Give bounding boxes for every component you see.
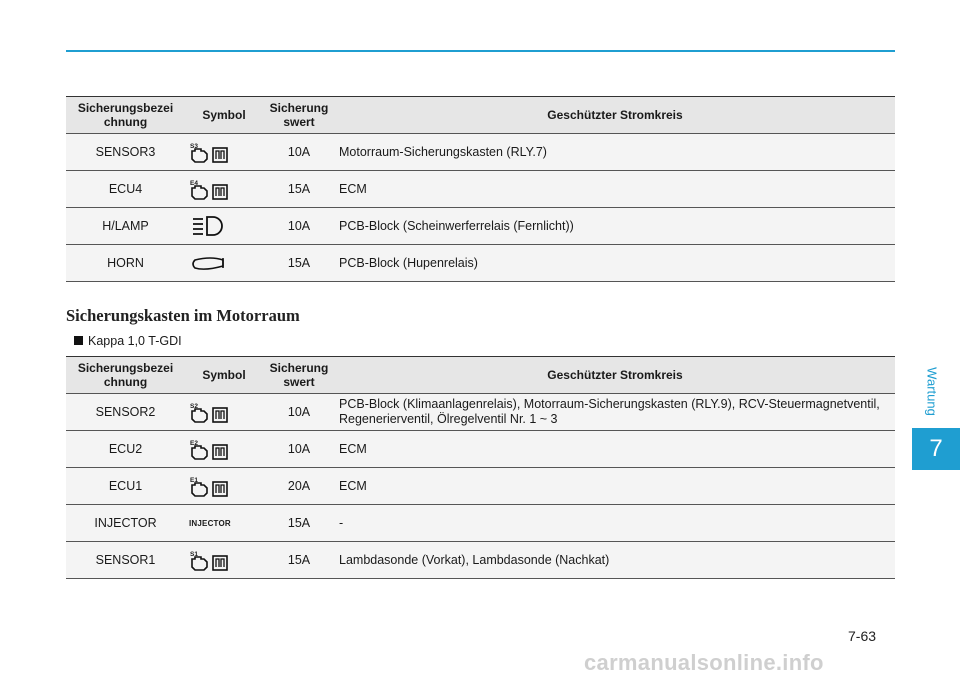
fuse-rating: 10A [263, 134, 335, 171]
fuse-table-2 [66, 356, 895, 579]
headlamp-high-beam-icon [189, 211, 247, 241]
fuse-symbol [185, 394, 263, 431]
col-header-circuit: Geschützter Stromkreis [335, 357, 895, 394]
table-header-row [66, 357, 895, 394]
subtitle-text: Kappa 1,0 T-GDI [88, 334, 182, 348]
col-header-symbol: Symbol [185, 357, 263, 394]
col-header-name: Sicherungsbezei chnung [66, 97, 185, 134]
table-header-row [66, 97, 895, 134]
table-row [66, 468, 895, 505]
fuse-symbol [185, 134, 263, 171]
protected-circuit: - [335, 505, 895, 542]
square-bullet-icon [74, 336, 83, 345]
fuse-name: ECU4 [66, 171, 185, 208]
fuse-rating: 10A [263, 431, 335, 468]
fuse-name: H/LAMP [66, 208, 185, 245]
horn-icon [189, 248, 247, 278]
protected-circuit: PCB-Block (Klimaanlagenrelais), Motorraum-Sicherungskasten (RLY.9), RCV-Steuermagnetventil, Regenerierventil, Ölregelventil Nr. 1 ~ 3 [335, 394, 895, 431]
chapter-side-label: Wartung [924, 367, 940, 416]
fuse-table-1 [66, 96, 895, 282]
icon-label: E2 [190, 440, 198, 447]
icon-label: S1 [190, 551, 198, 558]
col-header-rating: Sicherung swert [263, 97, 335, 134]
col-header-symbol: Symbol [185, 97, 263, 134]
fuse-symbol [185, 468, 263, 505]
fuse-name: SENSOR2 [66, 394, 185, 431]
engine-check-icon [189, 434, 247, 464]
injector-label: INJECTOR [189, 519, 231, 528]
protected-circuit: ECM [335, 171, 895, 208]
table-row [66, 134, 895, 171]
fuse-symbol [185, 542, 263, 579]
fuse-name: ECU2 [66, 431, 185, 468]
top-rule [66, 50, 895, 52]
fuse-rating: 15A [263, 245, 335, 282]
engine-subtitle [74, 334, 182, 348]
fuse-name: SENSOR3 [66, 134, 185, 171]
fuse-name: ECU1 [66, 468, 185, 505]
fuse-rating: 15A [263, 505, 335, 542]
engine-check-icon [189, 471, 247, 501]
engine-check-icon [189, 174, 247, 204]
table-row [66, 431, 895, 468]
table-row [66, 208, 895, 245]
table-row [66, 171, 895, 208]
engine-check-icon [189, 545, 247, 575]
fuse-symbol [185, 208, 263, 245]
fuse-symbol [185, 505, 263, 542]
table-row [66, 505, 895, 542]
chapter-tab: 7 [912, 428, 960, 470]
fuse-name: INJECTOR [66, 505, 185, 542]
icon-label: S2 [190, 403, 198, 410]
protected-circuit: Lambdasonde (Vorkat), Lambdasonde (Nachkat) [335, 542, 895, 579]
icon-label: S3 [190, 143, 198, 150]
protected-circuit: Motorraum-Sicherungskasten (RLY.7) [335, 134, 895, 171]
table-row [66, 245, 895, 282]
fuse-rating: 20A [263, 468, 335, 505]
table-row [66, 542, 895, 579]
page-number: 7-63 [848, 628, 877, 644]
table-row [66, 394, 895, 431]
fuse-rating: 10A [263, 394, 335, 431]
fuse-name: SENSOR1 [66, 542, 185, 579]
protected-circuit: ECM [335, 431, 895, 468]
protected-circuit: PCB-Block (Hupenrelais) [335, 245, 895, 282]
engine-check-icon [189, 137, 247, 167]
section-title: Sicherungskasten im Motorraum [66, 306, 300, 325]
icon-label: E4 [190, 180, 198, 187]
icon-label: E1 [190, 477, 198, 484]
watermark: carmanualsonline.info [584, 650, 824, 675]
fuse-name: HORN [66, 245, 185, 282]
engine-check-icon [189, 397, 247, 427]
fuse-rating: 15A [263, 542, 335, 579]
protected-circuit: PCB-Block (Scheinwerferrelais (Fernlicht)) [335, 208, 895, 245]
col-header-name: Sicherungsbezei chnung [66, 357, 185, 394]
col-header-rating: Sicherung swert [263, 357, 335, 394]
fuse-symbol [185, 171, 263, 208]
fuse-rating: 10A [263, 208, 335, 245]
protected-circuit: ECM [335, 468, 895, 505]
col-header-circuit: Geschützter Stromkreis [335, 97, 895, 134]
fuse-symbol [185, 431, 263, 468]
fuse-rating: 15A [263, 171, 335, 208]
fuse-symbol [185, 245, 263, 282]
